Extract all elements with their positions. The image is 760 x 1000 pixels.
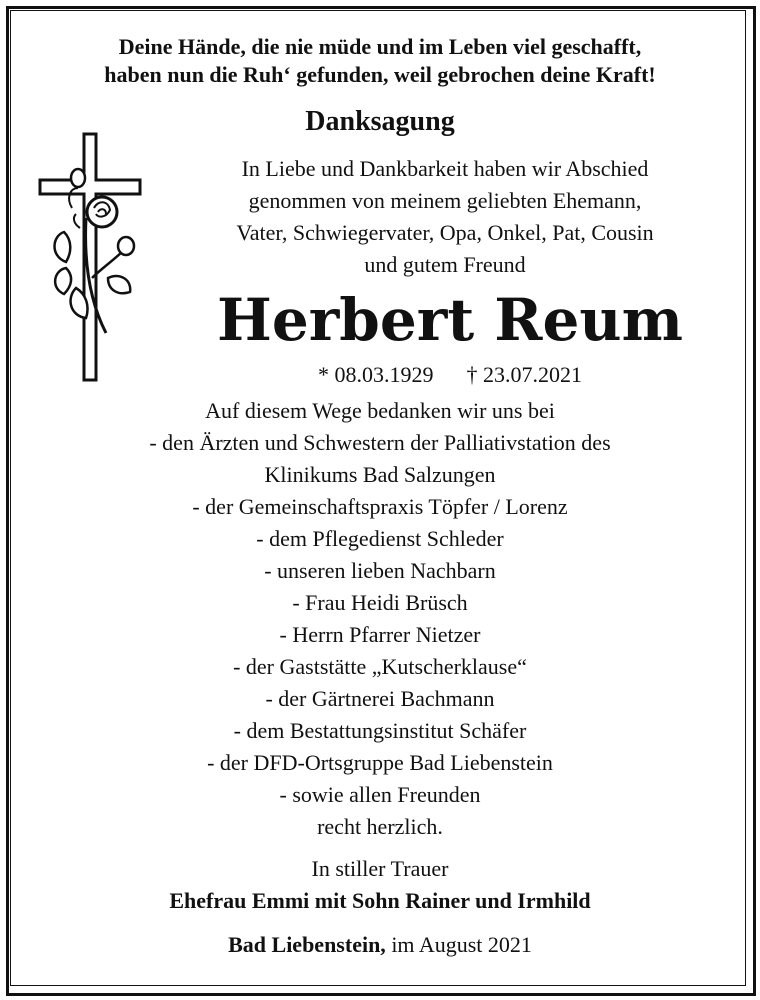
thanks-line: - der Gärtnerei Bachmann — [265, 686, 495, 711]
thanks-line: - Herrn Pfarrer Nietzer — [279, 622, 481, 647]
thanks-line: - der Gaststätte „Kutscherklause“ — [233, 654, 527, 679]
birth-date: * 08.03.1929 — [318, 362, 434, 387]
thanks-line: - der Gemeinschaftspraxis Töpfer / Lorenz — [192, 494, 568, 519]
thanks-line: - sowie allen Freunden — [279, 782, 481, 807]
thanks-intro: Auf diesem Wege bedanken wir uns bei — [205, 398, 555, 423]
date: im August 2021 — [385, 932, 532, 957]
deceased-name: Herbert Reum — [217, 286, 683, 354]
intro-line-4: und gutem Freund — [364, 252, 526, 277]
mourning-line: In stiller Trauer — [311, 856, 449, 881]
death-date: † 23.07.2021 — [466, 362, 582, 387]
thanks-line: - den Ärzten und Schwestern der Palliativstation des — [149, 430, 611, 455]
family-signature: Ehefrau Emmi mit Sohn Rainer und Irmhild — [169, 888, 591, 913]
thanks-line: - der DFD-Ortsgruppe Bad Liebenstein — [207, 750, 553, 775]
thanks-line: Klinikums Bad Salzungen — [264, 462, 496, 487]
thanks-line: - dem Bestattungsinstitut Schäfer — [233, 718, 527, 743]
place-date — [0, 932, 760, 958]
place: Bad Liebenstein, — [228, 932, 386, 957]
poem-line-2: haben nun die Ruh‘ gefunden, weil gebrochen deine Kraft! — [104, 62, 656, 87]
thanks-line: - Frau Heidi Brüsch — [292, 590, 468, 615]
thanks-line: - dem Pflegedienst Schleder — [256, 526, 504, 551]
intro-line-2: genommen von meinem geliebten Ehemann, — [248, 188, 642, 213]
intro-line-1: In Liebe und Dankbarkeit haben wir Abschied — [241, 156, 649, 181]
life-dates — [120, 362, 760, 388]
heading-text: Danksagung — [305, 106, 455, 137]
intro-line-3: Vater, Schwiegervater, Opa, Onkel, Pat, Cousin — [236, 220, 654, 245]
thanks-line: - unseren lieben Nachbarn — [264, 558, 496, 583]
thanks-closing: recht herzlich. — [317, 814, 443, 839]
poem-line-1: Deine Hände, die nie müde und im Leben viel geschafft, — [118, 34, 642, 59]
